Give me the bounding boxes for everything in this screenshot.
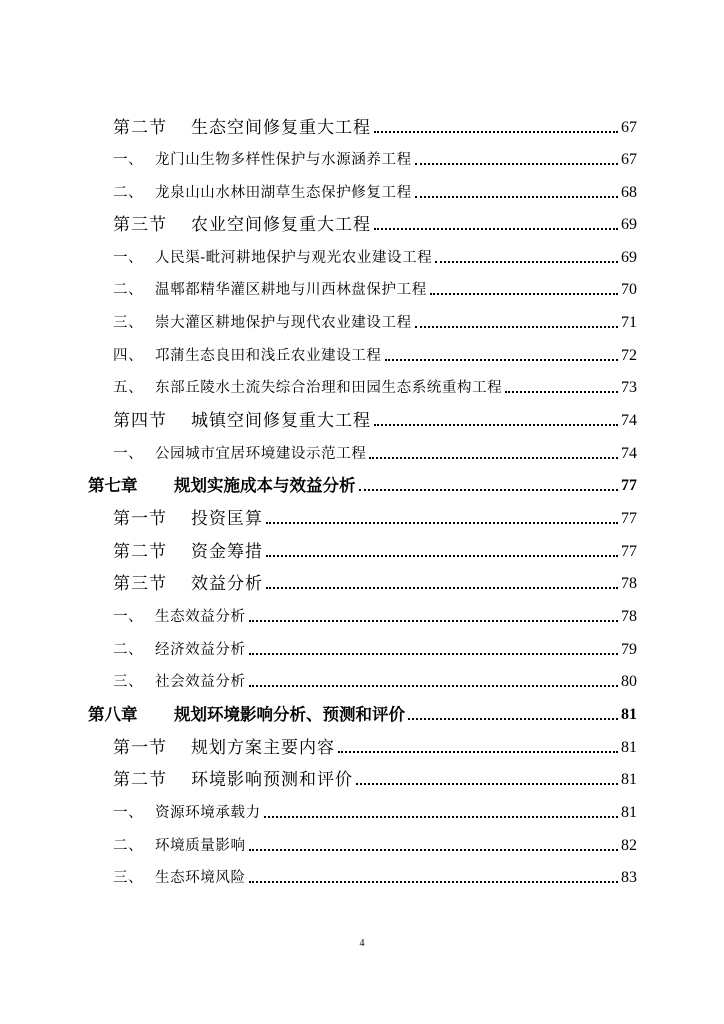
toc-entry (0, 211, 724, 235)
toc-entry-number: 一、 (113, 152, 144, 168)
toc-entry-number: 第二节 (113, 770, 167, 790)
toc-entry-page: 78 (621, 575, 637, 592)
toc-entry-page: 77 (621, 510, 637, 527)
dot-leader (249, 881, 618, 883)
toc-entry (0, 342, 724, 366)
toc-entry-number: 第一节 (113, 738, 167, 758)
toc-entry-page: 81 (621, 739, 637, 756)
dot-leader (430, 293, 618, 295)
toc-entry-page: 74 (621, 445, 637, 462)
toc-entry-title: 邛蒲生态良田和浅丘农业建设工程 (155, 348, 382, 364)
toc-entry-page: 81 (621, 771, 637, 788)
page-number: 4 (359, 938, 365, 949)
toc-entry-title: 生态环境风险 (155, 870, 246, 886)
toc-entry-number: 三、 (113, 674, 144, 690)
toc-entry-page: 69 (621, 216, 637, 233)
toc-entry-page: 71 (621, 314, 637, 331)
toc-entry-title: 规划实施成本与效益分析 (174, 476, 356, 495)
toc-entry (0, 309, 724, 333)
toc-entry-page: 79 (621, 641, 637, 658)
toc-entry-number: 五、 (113, 380, 144, 396)
toc-entry-page: 69 (621, 249, 637, 266)
toc-entry-title: 生态效益分析 (155, 609, 246, 625)
dot-leader (249, 653, 618, 655)
toc-entry-number: 二、 (113, 642, 144, 658)
dot-leader (408, 718, 618, 720)
toc-entry-title: 规划方案主要内容 (191, 738, 335, 758)
toc-entry-page: 82 (621, 837, 637, 854)
dot-leader (374, 228, 618, 230)
toc-entry-page: 83 (621, 869, 637, 886)
toc-entry (0, 799, 724, 823)
toc-entry-title: 人民渠-毗河耕地保护与观光农业建设工程 (155, 250, 433, 266)
toc-entry-page: 77 (621, 543, 637, 560)
toc-entry (0, 244, 724, 268)
toc-entry (0, 832, 724, 856)
toc-entry-title: 规划环境影响分析、预测和评价 (174, 705, 405, 724)
toc-entry (0, 407, 724, 431)
toc-entry-title: 农业空间修复重大工程 (191, 215, 371, 235)
toc-entry (0, 734, 724, 758)
toc-entry-number: 二、 (113, 185, 144, 201)
dot-leader (505, 391, 618, 393)
toc-entry (0, 701, 724, 725)
dot-leader (374, 131, 618, 133)
dot-leader (359, 489, 619, 491)
dot-leader (249, 620, 618, 622)
dot-leader (249, 849, 618, 851)
toc-entry-title: 经济效益分析 (155, 642, 246, 658)
toc-entry-number: 四、 (113, 348, 144, 364)
toc-entry-title: 崇大灌区耕地保护与现代农业建设工程 (155, 315, 412, 331)
toc-entry-number: 第三节 (113, 215, 167, 235)
toc-entry-title: 生态空间修复重大工程 (191, 118, 371, 138)
toc-entry-number: 二、 (113, 838, 144, 854)
toc-entry (0, 114, 724, 138)
toc-entry-page: 68 (621, 184, 637, 201)
toc-entry-page: 73 (621, 379, 637, 396)
toc-entry-number: 第二节 (113, 542, 167, 562)
dot-leader (435, 261, 618, 263)
toc-entry-page: 77 (621, 477, 637, 494)
dot-leader (369, 457, 618, 459)
toc-entry-page: 78 (621, 608, 637, 625)
toc-entry-number: 一、 (113, 805, 144, 821)
toc-entry (0, 505, 724, 529)
toc-entry-number: 一、 (113, 250, 144, 266)
toc-entry-page: 70 (621, 281, 637, 298)
toc-entry (0, 440, 724, 464)
toc-entry-title: 东部丘陵水土流失综合治理和田园生态系统重构工程 (155, 380, 503, 396)
toc-entry (0, 179, 724, 203)
toc-entry-number: 第七章 (88, 476, 138, 495)
toc-entry-page: 81 (621, 804, 637, 821)
toc-entry-number: 第八章 (88, 705, 138, 724)
dot-leader (356, 783, 618, 785)
toc-entry-title: 龙泉山山水林田湖草生态保护修复工程 (155, 185, 412, 201)
dot-leader (415, 163, 618, 165)
toc-entry-title: 环境质量影响 (155, 838, 246, 854)
toc-entry-number: 一、 (113, 446, 144, 462)
toc-entry-number: 第三节 (113, 574, 167, 594)
toc-entry-title: 社会效益分析 (155, 674, 246, 690)
toc-entry-number: 第二节 (113, 118, 167, 138)
dot-leader (266, 522, 618, 524)
toc-entry (0, 146, 724, 170)
toc-entry-title: 环境影响预测和评价 (191, 770, 353, 790)
toc-entry-title: 公园城市宜居环境建设示范工程 (155, 446, 367, 462)
toc-entry-page: 67 (621, 151, 637, 168)
dot-leader (338, 751, 618, 753)
toc-entry-page: 80 (621, 673, 637, 690)
dot-leader (264, 816, 618, 818)
toc-entry-number: 三、 (113, 870, 144, 886)
toc-entry (0, 636, 724, 660)
toc-entry-title: 效益分析 (191, 574, 263, 594)
toc-entry-title: 温郫都精华灌区耕地与川西林盘保护工程 (155, 282, 427, 298)
toc-entry-number: 第一节 (113, 509, 167, 529)
toc-entry (0, 570, 724, 594)
dot-leader (415, 196, 618, 198)
toc-entry (0, 603, 724, 627)
toc-entry-title: 龙门山生物多样性保护与水源涵养工程 (155, 152, 412, 168)
toc-entry (0, 766, 724, 790)
dot-leader (266, 587, 618, 589)
toc-entry-number: 三、 (113, 315, 144, 331)
toc-entry-number: 第四节 (113, 411, 167, 431)
toc-entry-page: 74 (621, 412, 637, 429)
toc-entry-page: 72 (621, 347, 637, 364)
toc-entry (0, 276, 724, 300)
toc-entry (0, 668, 724, 692)
dot-leader (385, 359, 619, 361)
toc-entry (0, 472, 724, 496)
dot-leader (249, 685, 618, 687)
toc-entry (0, 538, 724, 562)
toc-entry-page: 81 (621, 706, 637, 723)
dot-leader (266, 555, 618, 557)
toc-entry-title: 城镇空间修复重大工程 (191, 411, 371, 431)
toc-entry-title: 投资匡算 (191, 509, 263, 529)
dot-leader (374, 424, 618, 426)
toc-entry-title: 资金筹措 (191, 542, 263, 562)
toc-entry (0, 374, 724, 398)
toc-entry-page: 67 (621, 119, 637, 136)
dot-leader (415, 326, 618, 328)
toc-entry-number: 二、 (113, 282, 144, 298)
toc-entry-number: 一、 (113, 609, 144, 625)
toc-entry (0, 864, 724, 888)
toc-entry-title: 资源环境承载力 (155, 805, 261, 821)
